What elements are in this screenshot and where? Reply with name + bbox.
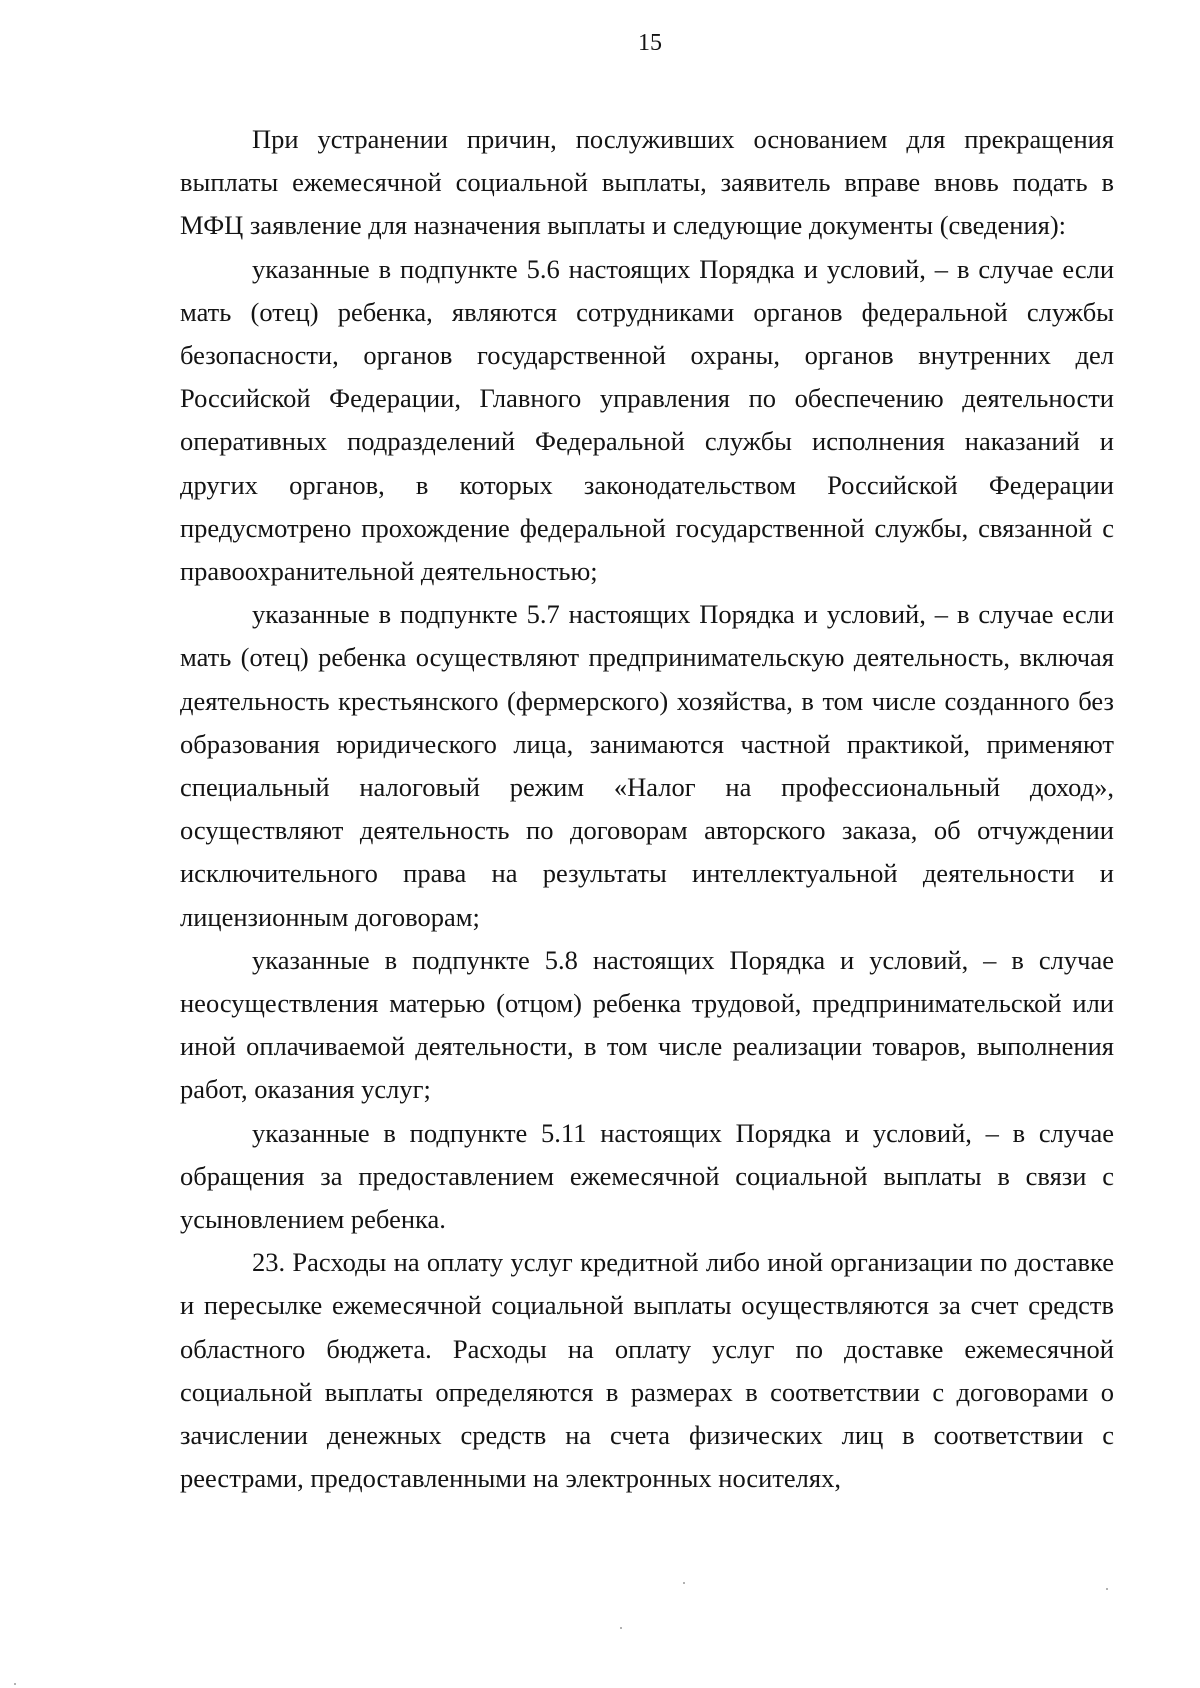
scan-speck <box>1106 1588 1108 1590</box>
scan-speck <box>14 1683 16 1685</box>
scan-speck <box>683 1582 685 1584</box>
scan-speck <box>620 1627 622 1629</box>
paragraph-subclause-5-11: указанные в подпункте 5.11 настоящих Порядка и условий, – в случае обращения за предоставлением ежемесячной социальной выплаты в связи с усыновлением ребенка. <box>180 1117 1114 1235</box>
page-number: 15 <box>638 30 662 56</box>
document-body <box>180 118 1114 1501</box>
paragraph-subclause-5-6: указанные в подпункте 5.6 настоящих Порядка и условий, – в случае если мать (отец) ребенка, являются сотрудниками органов федеральной службы безопасности, органов государственной охраны, органов внутренних дел Российской Федерации, Главного управления по обеспечению деятельности оперативных подразделений Федеральной службы исполнения наказаний и других органов, в которых законодательством Российской Федерации предусмотрено прохождение федеральной государственной службы, связанной с правоохранительной деятельностью; <box>180 253 1114 587</box>
paragraph-clause-23: 23. Расходы на оплату услуг кредитной либо иной организации по доставке и пересылке ежемесячной социальной выплаты осуществляются за счет средств областного бюджета. Расходы на оплату услуг по доставке ежемесячной социальной выплаты определяются в размерах в соответствии с договорами о зачислении денежных средств на счета физических лиц в соответствии с реестрами, предоставленными на электронных носителях, <box>180 1247 1114 1494</box>
paragraph-subclause-5-8: указанные в подпункте 5.8 настоящих Порядка и условий, – в случае неосуществления матерью (отцом) ребенка трудовой, предпринимательской или иной оплачиваемой деятельности, в том числе реализации товаров, выполнения работ, оказания услуг; <box>180 944 1114 1105</box>
paragraph-subclause-5-7: указанные в подпункте 5.7 настоящих Порядка и условий, – в случае если мать (отец) ребенка осуществляют предпринимательскую деятельность, включая деятельность крестьянского (фермерского) хозяйства, в том числе созданного без образования юридического лица, занимаются частной практикой, применяют специальный налоговый режим «Налог на профессиональный доход», осуществляют деятельность по договорам авторского заказа, об отчуждении исключительного права на результаты интеллектуальной деятельности и лицензионным договорам; <box>180 599 1114 932</box>
paragraph-resumption: При устранении причин, послуживших основанием для прекращения выплаты ежемесячной социальной выплаты, заявитель вправе вновь подать в МФЦ заявление для назначения выплаты и следующие документы (сведения): <box>180 124 1114 241</box>
